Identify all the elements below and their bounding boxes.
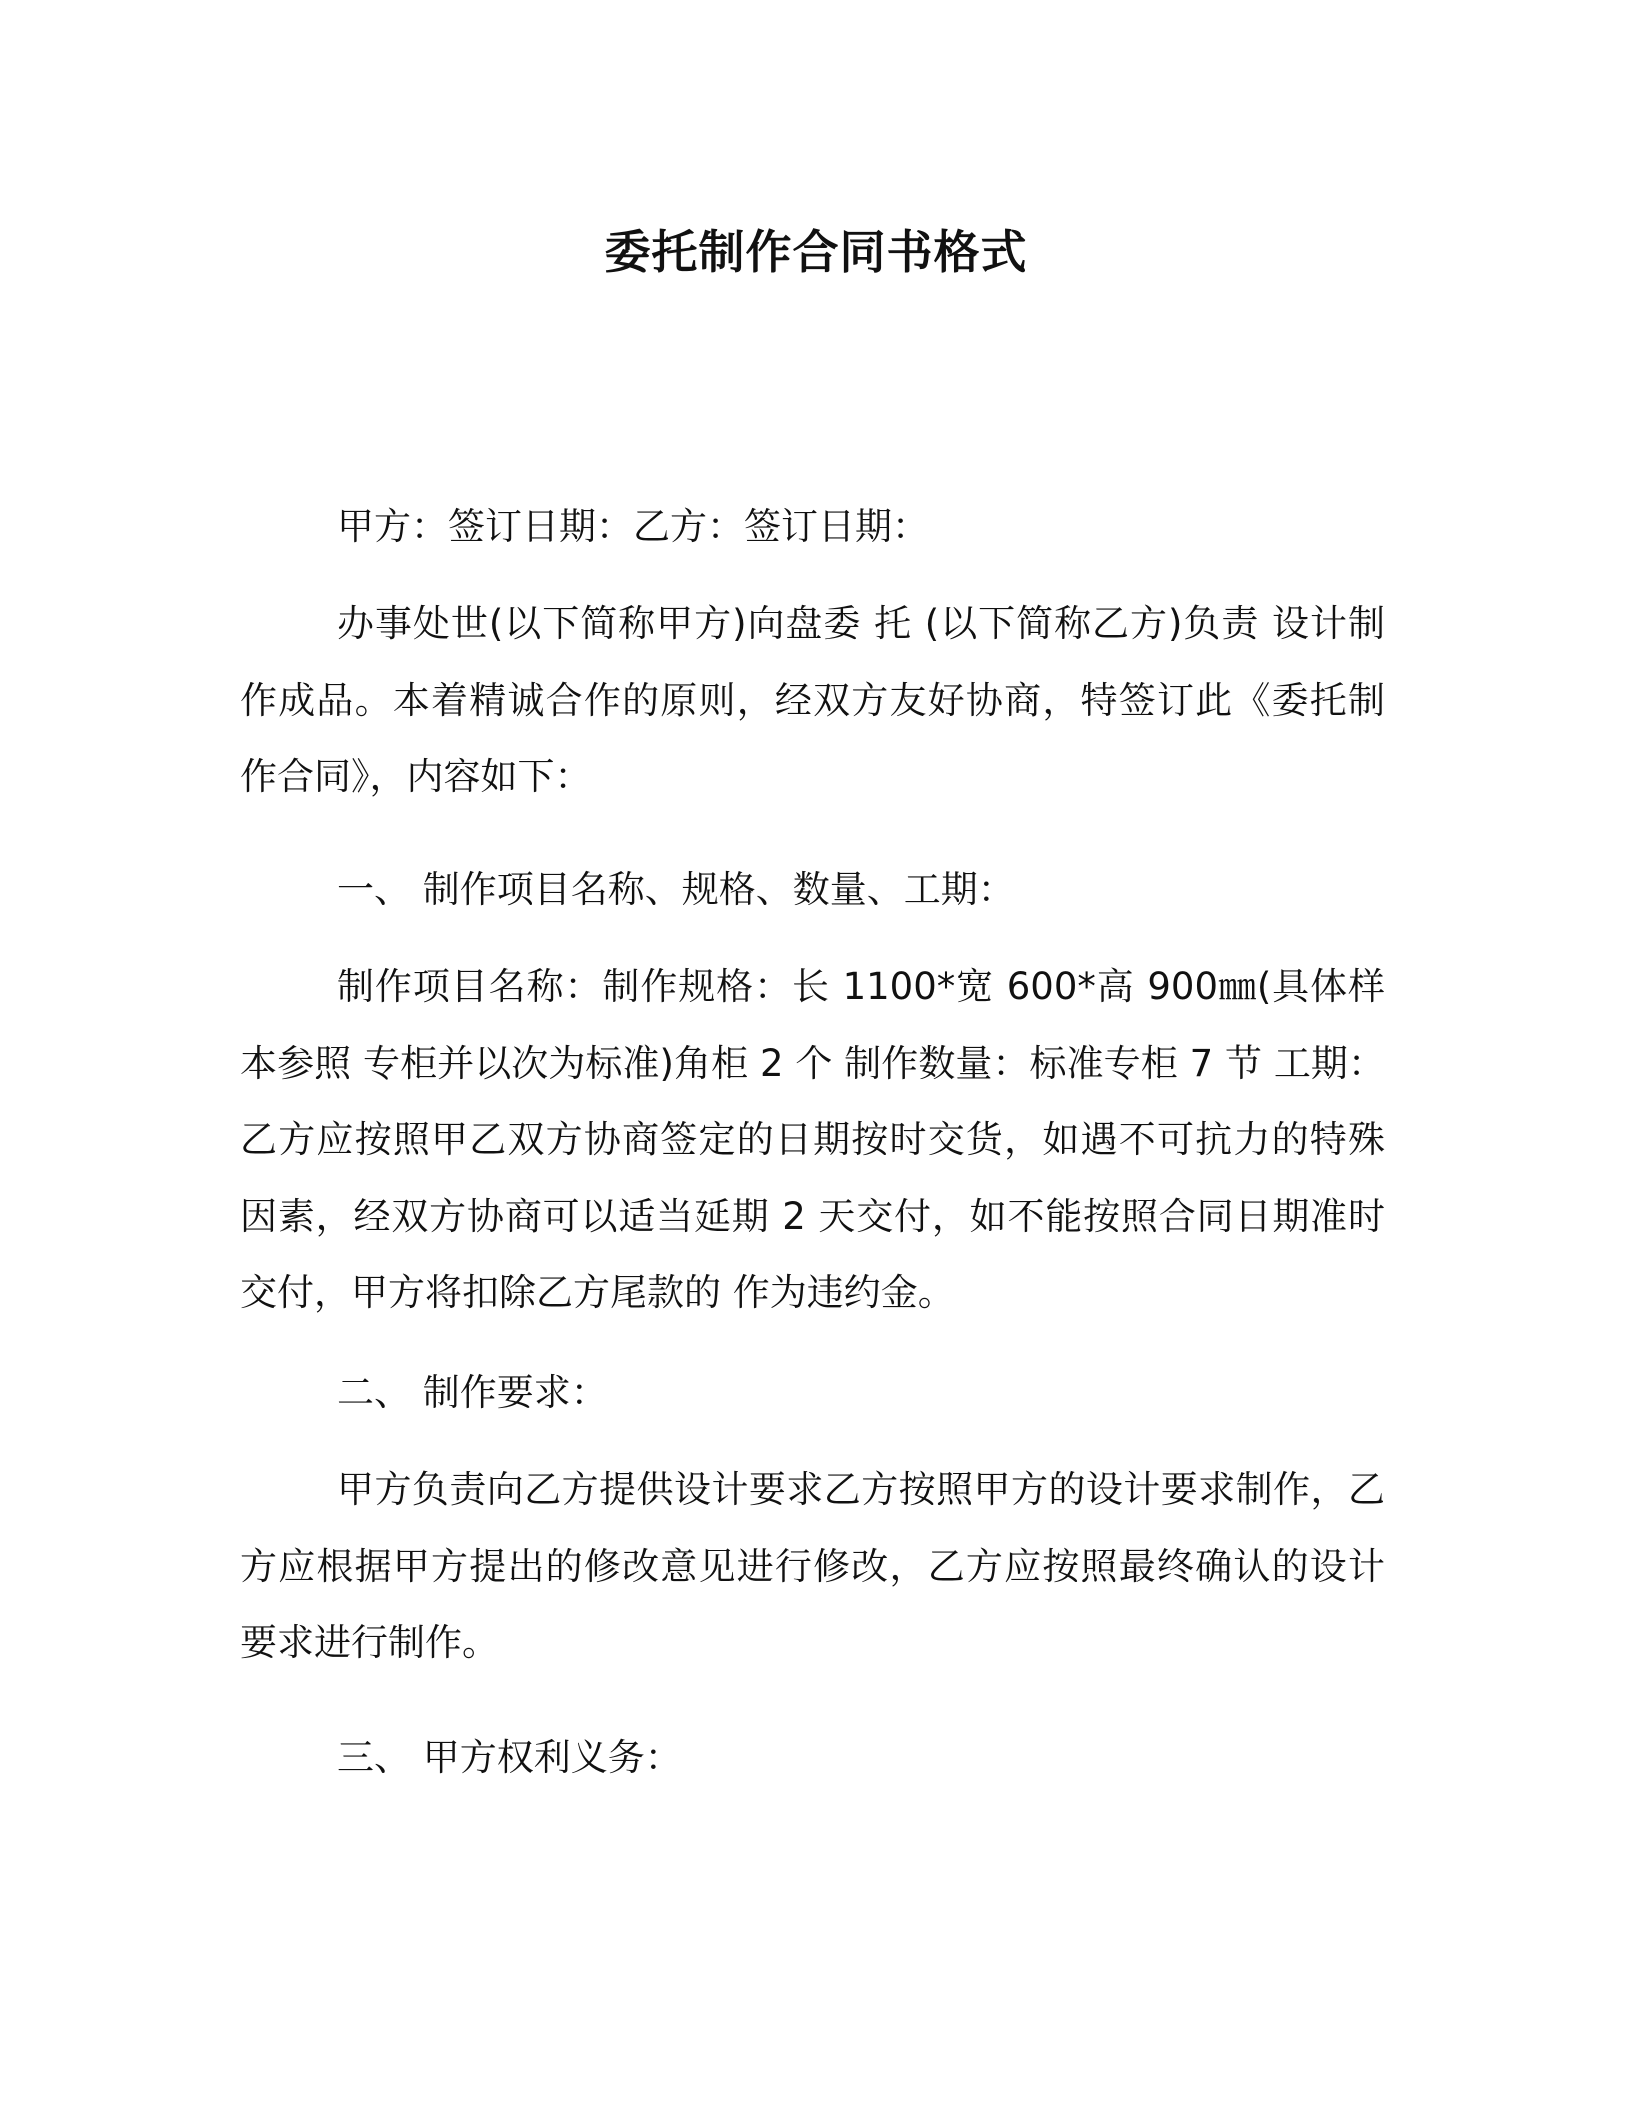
- section-2-body: 甲方负责向乙方提供设计要求乙方按照甲方的设计要求制作，乙方应根据甲方提出的修改意见进行修改，乙方应按照最终确认的设计要求进行制作。: [240, 1468, 1385, 1664]
- intro-paragraph: 办事处世(以下简称甲方)向盘委 托 (以下简称乙方)负责 设计制作成品。本着精诚合作的原则，经双方友好协商，特签订此《委托制作合同》，内容如下：: [240, 602, 1385, 798]
- section-1-heading: 一、 制作项目名称、规格、数量、工期：: [337, 868, 1015, 911]
- section-2-heading: 二、 制作要求：: [337, 1371, 608, 1414]
- parties-line: 甲方：签订日期：乙方：签订日期：: [337, 505, 929, 548]
- document-title: 委托制作合同书格式: [604, 225, 1028, 279]
- section-1-body: 制作项目名称：制作规格：长 1100*宽 600*高 900㎜(具体样本参照 专柜并以次为标准)角柜 2 个 制作数量：标准专柜 7 节 工期： 乙方应按照甲乙双方协商签定的日期按时交货，如遇不可抗力的特殊因素，经双方协商可以适当延期 2 天交付，如不能按照合同日期准时交付，甲方将扣除乙方尾款的 作为违约金。: [240, 965, 1385, 1314]
- section-3-heading: 三、 甲方权利义务：: [337, 1736, 682, 1779]
